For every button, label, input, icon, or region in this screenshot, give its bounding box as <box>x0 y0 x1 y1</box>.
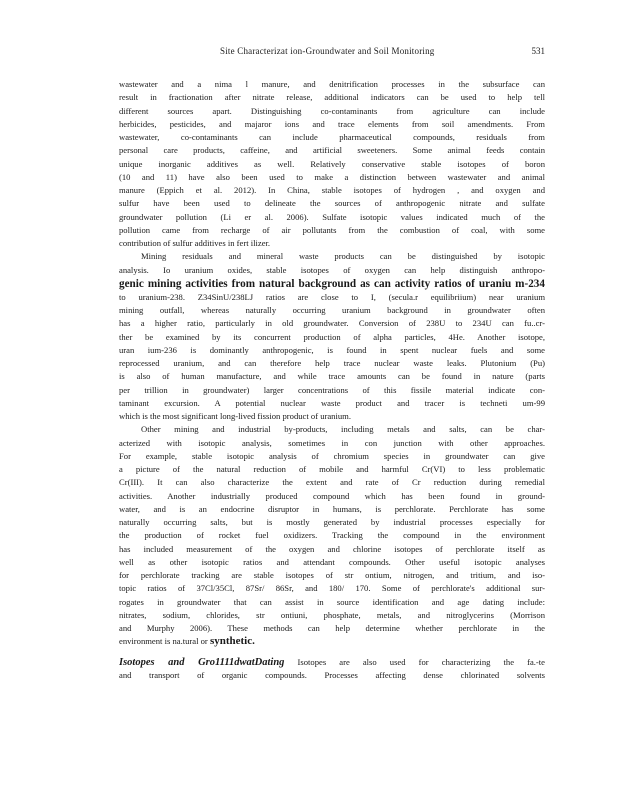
paragraph-mining-isotopes <box>119 250 545 423</box>
section-spacer <box>119 649 545 656</box>
text-line: rogates in groundwater that can assist in source identification and age dating include: <box>119 596 545 607</box>
text-line: nitrates, sodium, chlorides, str ontiuni, phosphate, metals, and nitroglycerins (Morrison <box>119 609 545 620</box>
section-heading: Isotopes and Gro1111dwatDating <box>119 656 285 668</box>
text-line-start: environment is na.tural or <box>119 636 208 647</box>
text-line: is also of human manufacture, and while trace amounts can be found in nature (parts <box>119 371 545 382</box>
running-header <box>200 46 545 60</box>
text-line: unique inorganic additives as well. Relatively conservative stable isotopes of boron <box>119 158 545 169</box>
text-line: reprocessed uranium, and can therefore help trace nuclear waste leaks. Plutonium (Pu) <box>119 358 545 368</box>
text-line: uran ium-236 is dominantly anthropogenic, is found in spent nuclear fuels and some <box>119 344 545 355</box>
text-line: the production of rocket fuel oxidizers. Tracking the compound in the environment <box>119 530 545 541</box>
paragraph-nitrate-sources <box>119 78 545 250</box>
text-line: taminant excursion. A potential nuclear waste product and tracer is techneti um-99 <box>119 397 545 408</box>
text-line: Cr(III). It can also characterize the extent and rate of Cr reduction during remedial <box>119 477 545 488</box>
text-line: sulfur have been used to delineate the sources of anthropogenic nitrate and sulfate <box>119 198 545 209</box>
section-dating <box>119 656 545 683</box>
text-line <box>119 635 545 648</box>
text-line: water, and is an endocrine disruptor in humans, is perchlorate. Perchlorate has some <box>119 503 545 514</box>
paragraph-industrial-byproducts <box>119 423 545 648</box>
text-line: wastewater and a nima l manure, and denitrification processes in the subsurface can <box>119 79 545 89</box>
text-line: topic ratios of 37Cl/35Cl, 87Sr/ 86Sr, and 180/ 170. Some of perchlorate's additional sur- <box>119 583 545 594</box>
text-line: naturally occurring salts, but is mostly generated by industrial processes especially for <box>119 517 545 527</box>
text-line: manure (Eppich et al. 2012). In China, stable isotopes of hydrogen , and oxygen and <box>119 185 545 195</box>
section-heading-rest: Isotopes are also used for characterizing the fa.-te <box>297 656 545 667</box>
page-number: 531 <box>531 46 545 56</box>
emphasized-word: synthetic. <box>209 635 255 648</box>
text-line: for perchlorate tracking are stable isotopes of str ontium, nitrogen, and tritium, and iso- <box>119 570 545 580</box>
text-line: different sources apart. Distinguishing co-contaminants from agriculture can include <box>119 105 545 116</box>
text-line: analysis. Io uranium oxides, stable isotopes of oxygen can help distinguish anthropo- <box>119 264 545 275</box>
text-line-section-start <box>119 656 545 669</box>
text-line: contribution of sulfur additives in fert ilizer. <box>119 238 271 248</box>
text-line: well as other isotopic ratios and attendant compounds. Other useful isotopic analyses <box>119 556 545 567</box>
running-header-title: Site Characterizat ion-Groundwater and Soil Monitoring <box>220 46 435 56</box>
text-line: Other mining and industrial by-products, including metals and salts, can be char- <box>141 424 545 435</box>
text-line: mining outfall, whereas naturally occurring uranium background in groundwater often <box>119 305 545 315</box>
text-line-emphasis: genic mining activities from natural background as can activity ratios of uraniu m-234 <box>119 277 545 290</box>
text-line: groundwater pollution (Li er al. 2006). Sulfate isotopic values indicated much of the <box>119 211 545 222</box>
text-line: to uranium-238. Z34SinU/238LJ ratios are close to I, (secula.r equilibriium) near uranium <box>119 291 545 302</box>
text-line: herbicides, pesticides, and majaror ions and trace elements from soil amendments. From <box>119 118 545 129</box>
text-line: Mining residuals and mineral waste products can be distinguished by isotopic <box>141 251 545 262</box>
text-line: and Murphy 2006). These methods can help determine whether perchlorate in the <box>119 623 545 633</box>
text-line: personal care products, caffeine, and artificial sweeteners. Some animal feeds contain <box>119 145 545 156</box>
text-line: has included measurement of the oxygen and chlorine isotopes of perchlorate itself as <box>119 543 545 554</box>
text-line: wastewater, co-contaminants can include pharmaceutical compounds, residuals from <box>119 132 545 142</box>
text-line: activities. Another industrially produced compound which has been found in ground- <box>119 490 545 501</box>
text-line: (10 and 11) have also been used to make a distinction between wastewater and animal <box>119 171 545 182</box>
text-line: pollution came from recharge of air pollutants from the combustion of coal, with some <box>119 224 545 235</box>
text-line: For example, stable isotopic analysis of chromium species in groundwater can give <box>119 450 545 461</box>
body-text <box>119 78 545 682</box>
text-line: ther be examined by its concurrent production of alpha particles, 4He. Another isotope, <box>119 331 545 342</box>
text-line: has a higher ratio, particularly in old groundwater. Conversion of 238U to 234U can fu..cr- <box>119 318 545 329</box>
text-line: which is the most significant long-lived fission product of uranium. <box>119 411 351 421</box>
text-line: result in fractionation after nitrate release, additional indicators can be used to help tell <box>119 92 545 103</box>
text-line: acterized with isotopic analysis, sometimes in con junction with other approaches. <box>119 437 545 448</box>
text-line: per trillion in groundwater) larger concentrations of this fissile material indicate con- <box>119 384 545 395</box>
text-line: and transport of organic compounds. Processes affecting dense chlorinated solvents <box>119 669 545 680</box>
text-line: a picture of the natural reduction of mobile and harmful Cr(VI) to less problematic <box>119 464 545 474</box>
